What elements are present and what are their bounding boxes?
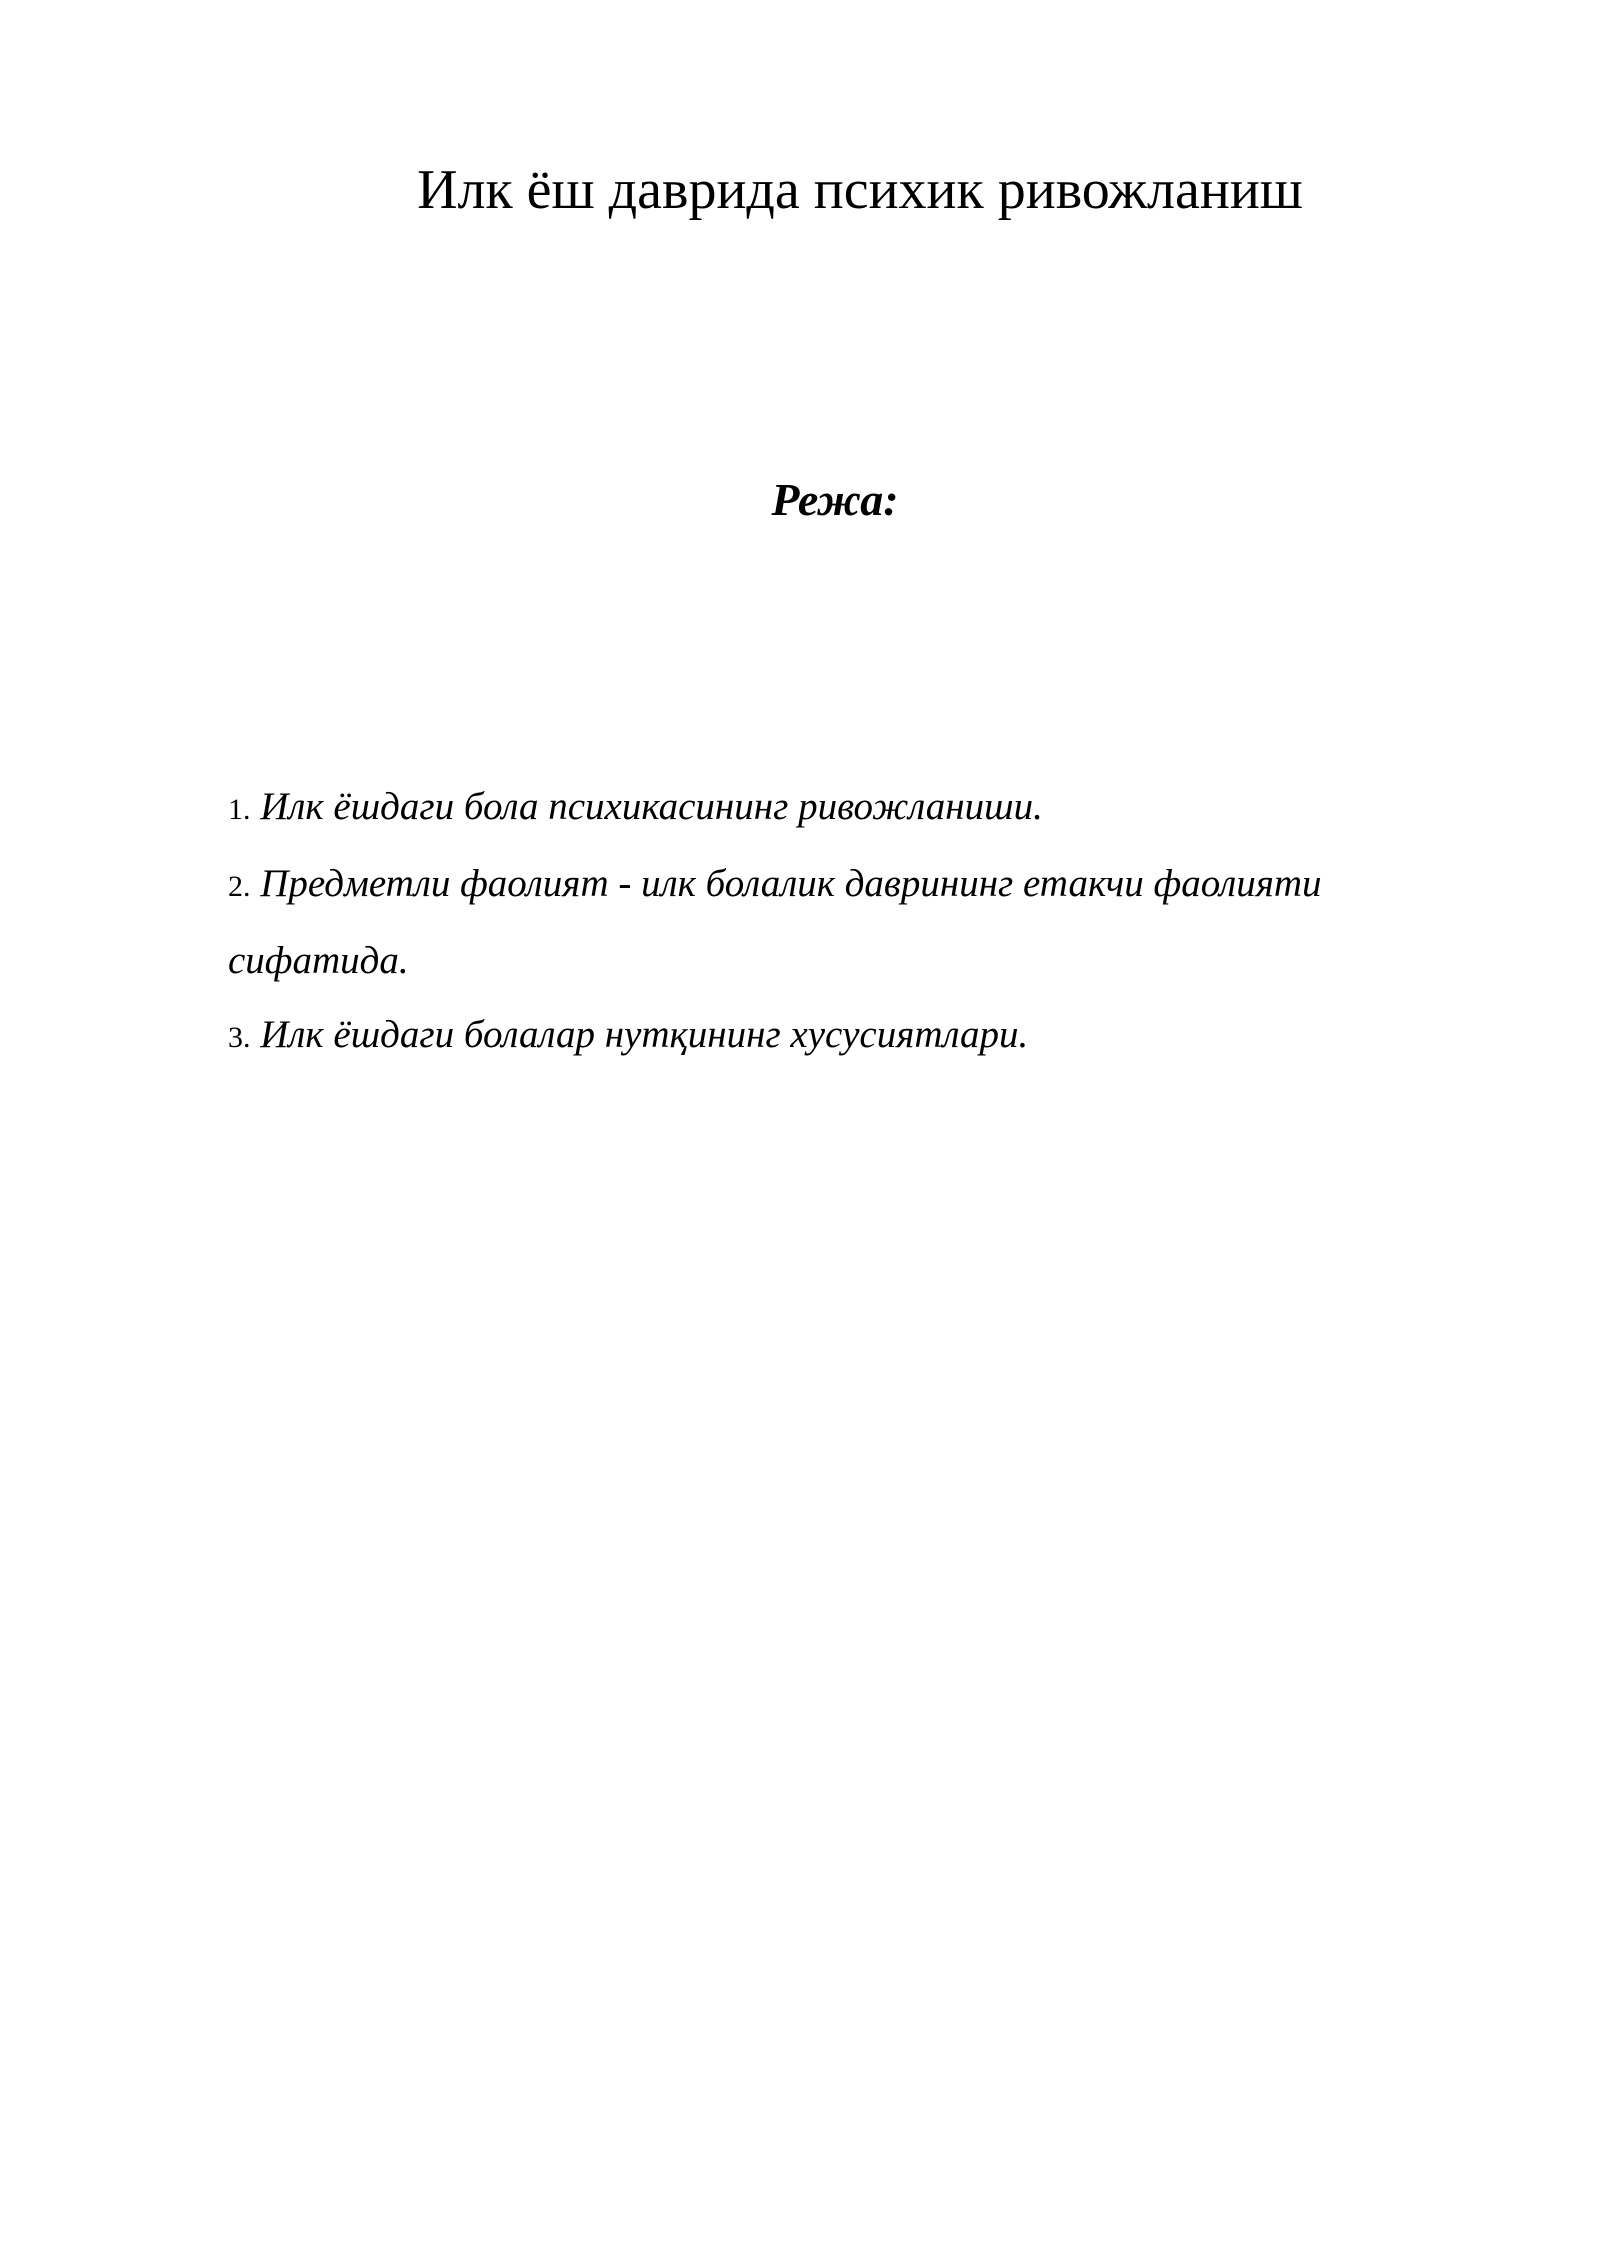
plan-item-2 <box>228 847 1468 998</box>
plan-item-text: Предметли фаолият - илк болалик даврининг етакчи фаолияти сифатида. <box>228 862 1322 982</box>
plan-item-text: Илк ёшдаги бола психикасининг ривожланиши. <box>260 785 1043 828</box>
plan-heading: Режа: <box>771 474 899 525</box>
plan-item-3 <box>228 998 1468 1075</box>
plan-item-number: 3. <box>228 1021 251 1054</box>
plan-item-text: Илк ёшдаги болалар нутқининг хусусиятлари. <box>260 1013 1029 1056</box>
plan-item-number: 2. <box>228 870 251 903</box>
plan-item-number: 1. <box>228 793 251 826</box>
plan-list <box>228 770 1468 1075</box>
plan-item-1 <box>228 770 1468 847</box>
page-title: Илк ёш даврида психик ривожланиш <box>417 159 1303 221</box>
